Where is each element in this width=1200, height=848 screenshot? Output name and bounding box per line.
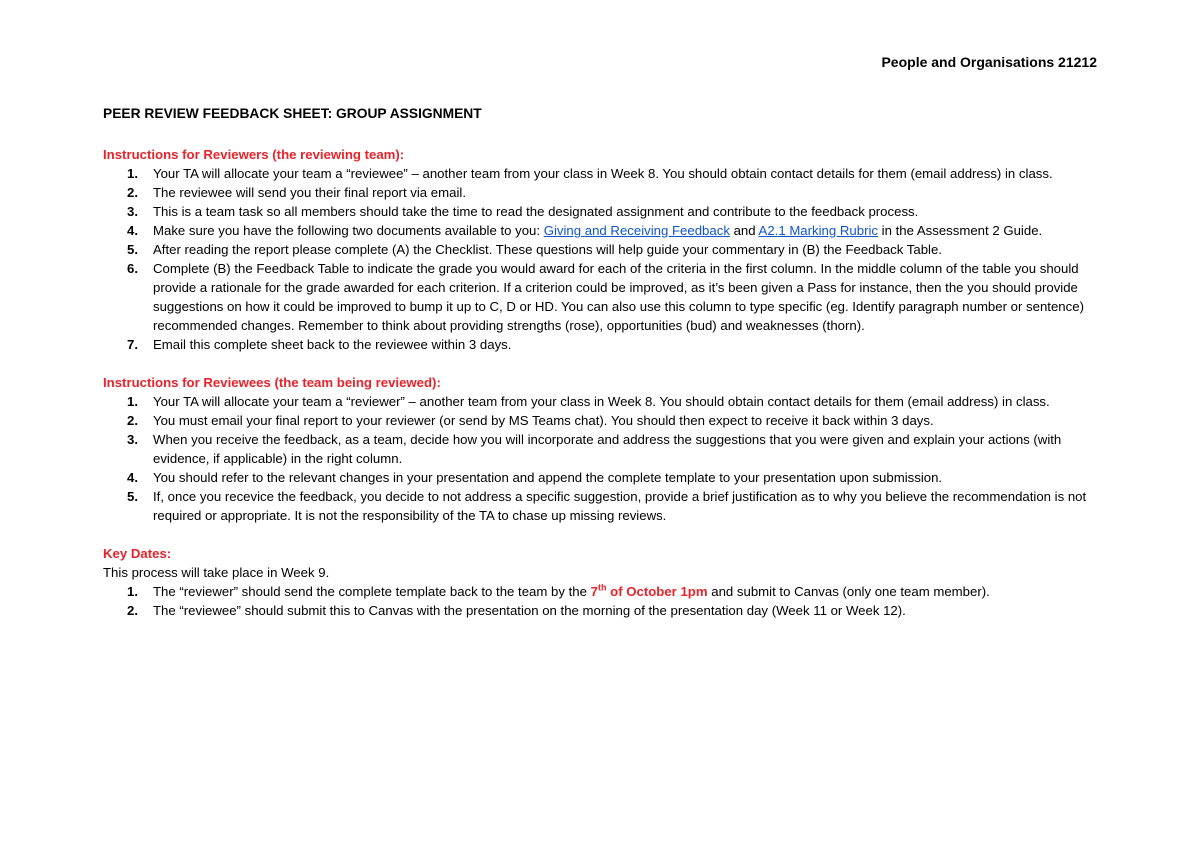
list-item: 4. You should refer to the relevant changes in your presentation and append the complete template to your presentation upon submission. — [127, 470, 943, 485]
list-item: 5. After reading the report please complete (A) the Checklist. These questions will help guide your commentary in (B) the Feedback Table. — [127, 242, 942, 257]
list-item: 2. The “reviewee” should submit this to Canvas with the presentation on the morning of the presentation day (Week 11 or Week 12). — [127, 603, 906, 618]
deadline-date: 7th of October 1pm — [590, 582, 708, 599]
reviewers-list — [103, 164, 1098, 354]
list-item: 5. If, once you recevice the feedback, you decide to not address a specific suggestion, provide a brief justification as to why you believe the recommendation is not required or appropriate. It is not the responsibility of the TA to chase up missing reviews. — [127, 489, 1087, 523]
list-item: 2. The reviewee will send you their final report via email. — [127, 185, 466, 200]
list-item: 2. You must email your final report to your reviewer (or send by MS Teams chat). You should then expect to receive it back within 3 days. — [127, 413, 934, 428]
list-item: 1. Your TA will allocate your team a “reviewee” – another team from your class in Week 8. You should obtain contact details for them (email address) in class. — [127, 166, 1053, 181]
reviewees-heading: Instructions for Reviewees (the team being reviewed): — [103, 375, 441, 390]
list-item: 7. Email this complete sheet back to the reviewee within 3 days. — [127, 337, 512, 352]
list-item: 4. Make sure you have the following two documents available to you: Giving and Receiving Feedback and A2.1 Marking Rubric in the Assessment 2 Guide. — [127, 223, 1043, 238]
reviewees-list — [103, 392, 1098, 525]
list-item: 3. This is a team task so all members should take the time to read the designated assignment and contribute to the feedback process. — [127, 204, 919, 219]
list-item: 6. Complete (B) the Feedback Table to indicate the grade you would award for each of the criteria in the first column. In the middle column of the table you should provide a rationale for the grade awarded for each criterion. If a criterion could be improved, as it’s been given a Pass for instance, then the you should provide suggestions on how it could be improved to bump it up to C, D or HD. You can also use this column to type specific (eg. Identify paragraph number or sentence) recommended changes. Remember to think about providing strengths (rose), opportunities (bud) and weaknesses (thorn). — [127, 261, 1084, 333]
reviewers-heading: Instructions for Reviewers (the reviewing team): — [103, 147, 405, 162]
document-title: PEER REVIEW FEEDBACK SHEET: GROUP ASSIGNMENT — [103, 106, 482, 121]
list-item: 3. When you receive the feedback, as a team, decide how you will incorporate and address the suggestions that you were given and explain your actions (with evidence, if applicable) in the right column. — [127, 432, 1062, 466]
list-item: 1. Your TA will allocate your team a “reviewer” – another team from your class in Week 8. You should obtain contact details for them (email address) in class. — [127, 394, 1050, 409]
giving-receiving-feedback-link[interactable]: Giving and Receiving Feedback — [543, 223, 730, 238]
key-dates-list — [103, 582, 1098, 620]
course-header: People and Organisations 21212 — [881, 54, 1097, 70]
list-item: 1. The “reviewer” should send the complete template back to the team by the 7th of October 1pm and submit to Canvas (only one team member). — [127, 582, 990, 599]
key-dates-intro: This process will take place in Week 9. — [103, 565, 330, 580]
key-dates-heading: Key Dates: — [103, 546, 172, 561]
document-body — [103, 104, 1098, 620]
marking-rubric-link[interactable]: A2.1 Marking Rubric — [758, 223, 878, 238]
